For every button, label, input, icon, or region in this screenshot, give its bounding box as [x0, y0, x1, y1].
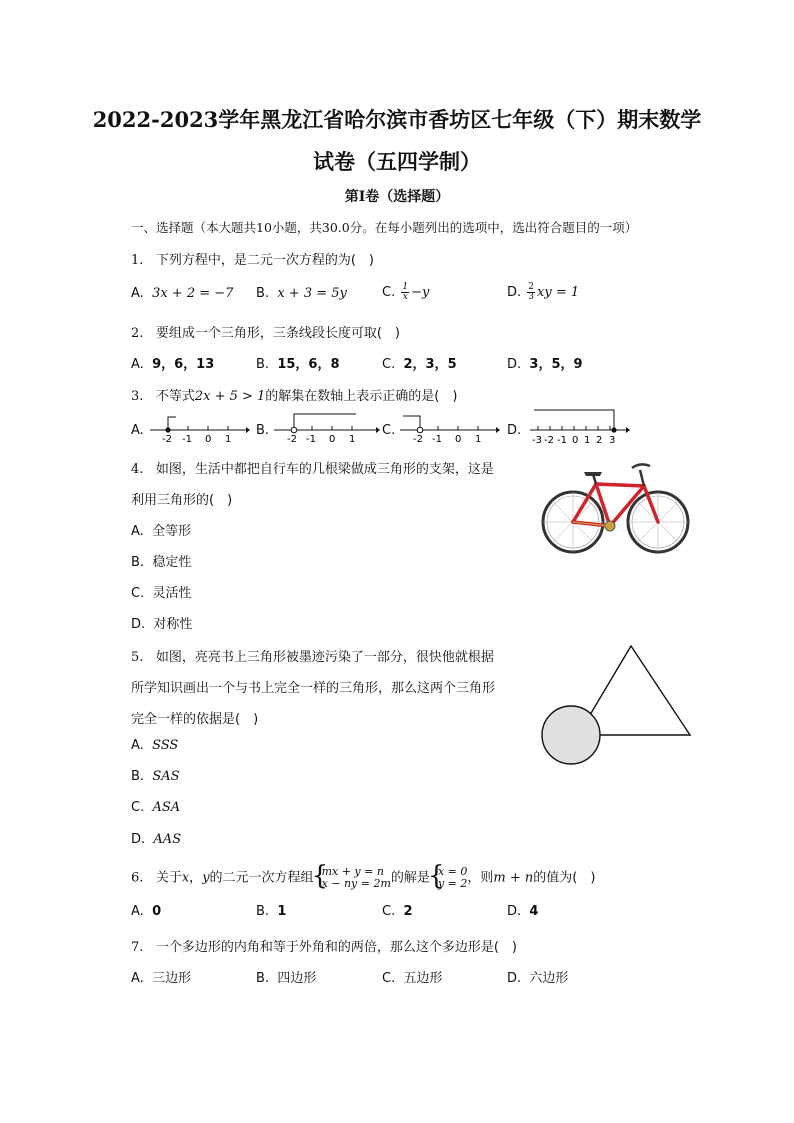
- part-heading: 第I卷（选择题）: [344, 189, 450, 205]
- q1-option-c: C. $\frac{1}{x}$ −y: [382, 282, 430, 302]
- question-2: [131, 322, 400, 341]
- section-heading: 一、选择题（本大题共10小题，共30.0分。在每小题列出的选项中，选出符合题目的一项）: [131, 220, 638, 235]
- q3-option-a-label: A.: [131, 423, 144, 438]
- q1-option-b: B. x + 3 = 5y: [256, 286, 347, 301]
- question-5-line2: 所学知识画出一个与书上完全一样的三角形，那么这两个三角形: [131, 681, 496, 696]
- tick-label: -2: [162, 434, 172, 445]
- tick-label: 0: [205, 434, 212, 445]
- question-stem: 一个多边形的内角和等于外角和的两倍，那么这个多边形是( ): [155, 940, 517, 955]
- tick-label: -2: [413, 434, 423, 445]
- q3-option-b-label: B.: [256, 423, 270, 438]
- tick-label: 1: [225, 434, 232, 445]
- tick-label: -1: [557, 435, 567, 446]
- q3-number-line-a: [150, 408, 250, 446]
- question-6: 6. 关于x，y的二元一次方程组 { mx + y = n x − ny = 2m 的解是 { x = 0 y = 2 ，则m + n的值为( ): [131, 866, 595, 890]
- q5-option-d: D. AAS: [131, 832, 182, 847]
- tick-label: 0: [572, 435, 579, 446]
- question-number: 7.: [131, 940, 144, 955]
- equation-system: { mx + y = n x − ny = 2m: [314, 866, 391, 890]
- tick-label: -1: [182, 434, 192, 445]
- stained-triangle-figure: [538, 642, 694, 770]
- tick-label: 3: [609, 435, 616, 446]
- q2-option-a: A. 9，6，13: [131, 357, 215, 372]
- q3-number-line-b: [274, 408, 380, 446]
- q4-option-a: A. 全等形: [131, 524, 192, 539]
- q5-option-b: B. SAS: [131, 769, 180, 784]
- question-5: 5. 如图，亮亮书上三角形被墨迹污染了一部分，很快他就根据: [131, 650, 494, 665]
- q7-option-b: B. 四边形: [256, 971, 317, 986]
- tick-label: 2: [596, 435, 603, 446]
- question-number: 3.: [131, 389, 144, 404]
- tick-label: 1: [349, 434, 356, 445]
- q6-option-b: B. 1: [256, 904, 287, 919]
- q4-option-c: C. 灵活性: [131, 586, 192, 601]
- exam-title-line2: 试卷（五四学制）: [313, 149, 481, 174]
- question-number: 4.: [131, 462, 144, 477]
- tick-label: 1: [475, 434, 482, 445]
- q6-option-a: A. 0: [131, 904, 162, 919]
- q7-option-d: D. 六边形: [507, 971, 569, 986]
- question-number: 6.: [131, 870, 144, 886]
- tick-label: 0: [455, 434, 462, 445]
- bicycle-image: [540, 456, 695, 556]
- q6-option-c: C. 2: [382, 904, 413, 919]
- question-4-line2: 利用三角形的( ): [131, 493, 233, 508]
- question-5-line3: 完全一样的依据是( ): [131, 712, 259, 727]
- q3-option-d-label: D.: [507, 423, 522, 438]
- question-4: 4. 如图，生活中都把自行车的几根梁做成三角形的支架，这是: [131, 462, 494, 477]
- q1-option-a: A. 3x + 2 = −7: [131, 286, 234, 301]
- q1-option-d: D. $\frac{2}{3}$ xy = 1: [507, 282, 580, 302]
- q6-option-d: D. 4: [507, 904, 539, 919]
- tick-label: 0: [329, 434, 336, 445]
- q2-option-c: C. 2，3，5: [382, 357, 457, 372]
- tick-label: -1: [432, 434, 442, 445]
- tick-label: -2: [287, 434, 297, 445]
- q7-option-a: A. 三边形: [131, 971, 192, 986]
- ink-blot: [542, 706, 600, 764]
- exam-title-line1: 2022-2023学年黑龙江省哈尔滨市香坊区七年级（下）期末数学: [92, 107, 702, 132]
- question-stem: 下列方程中，是二元一次方程的为( ): [155, 253, 374, 268]
- q2-option-d: D. 3，5，9: [507, 357, 583, 372]
- q3-option-c-label: C.: [382, 423, 396, 438]
- question-number: 5.: [131, 650, 144, 665]
- q5-option-c: C. ASA: [131, 800, 181, 815]
- tick-label: -2: [544, 435, 554, 446]
- question-3: 3. 不等式2x + 5 > 1的解集在数轴上表示正确的是( ): [131, 389, 458, 404]
- q2-option-b: B. 15，6，8: [256, 357, 340, 372]
- tick-label: 1: [584, 435, 591, 446]
- question-number: 1.: [131, 253, 144, 268]
- q3-number-line-c: [400, 408, 500, 446]
- question-7: [131, 936, 517, 955]
- q5-option-a: A. SSS: [131, 738, 179, 753]
- tick-label: -1: [306, 434, 316, 445]
- q3-number-line-d: [526, 403, 630, 446]
- q4-option-b: B. 稳定性: [131, 555, 192, 570]
- q4-option-d: D. 对称性: [131, 617, 193, 632]
- solution-system: { x = 0 y = 2: [430, 866, 467, 890]
- question-1: [131, 249, 374, 268]
- question-number: 2.: [131, 326, 144, 341]
- q7-option-c: C. 五边形: [382, 971, 443, 986]
- question-stem: 要组成一个三角形，三条线段长度可取( ): [155, 326, 400, 341]
- tick-label: -3: [532, 435, 542, 446]
